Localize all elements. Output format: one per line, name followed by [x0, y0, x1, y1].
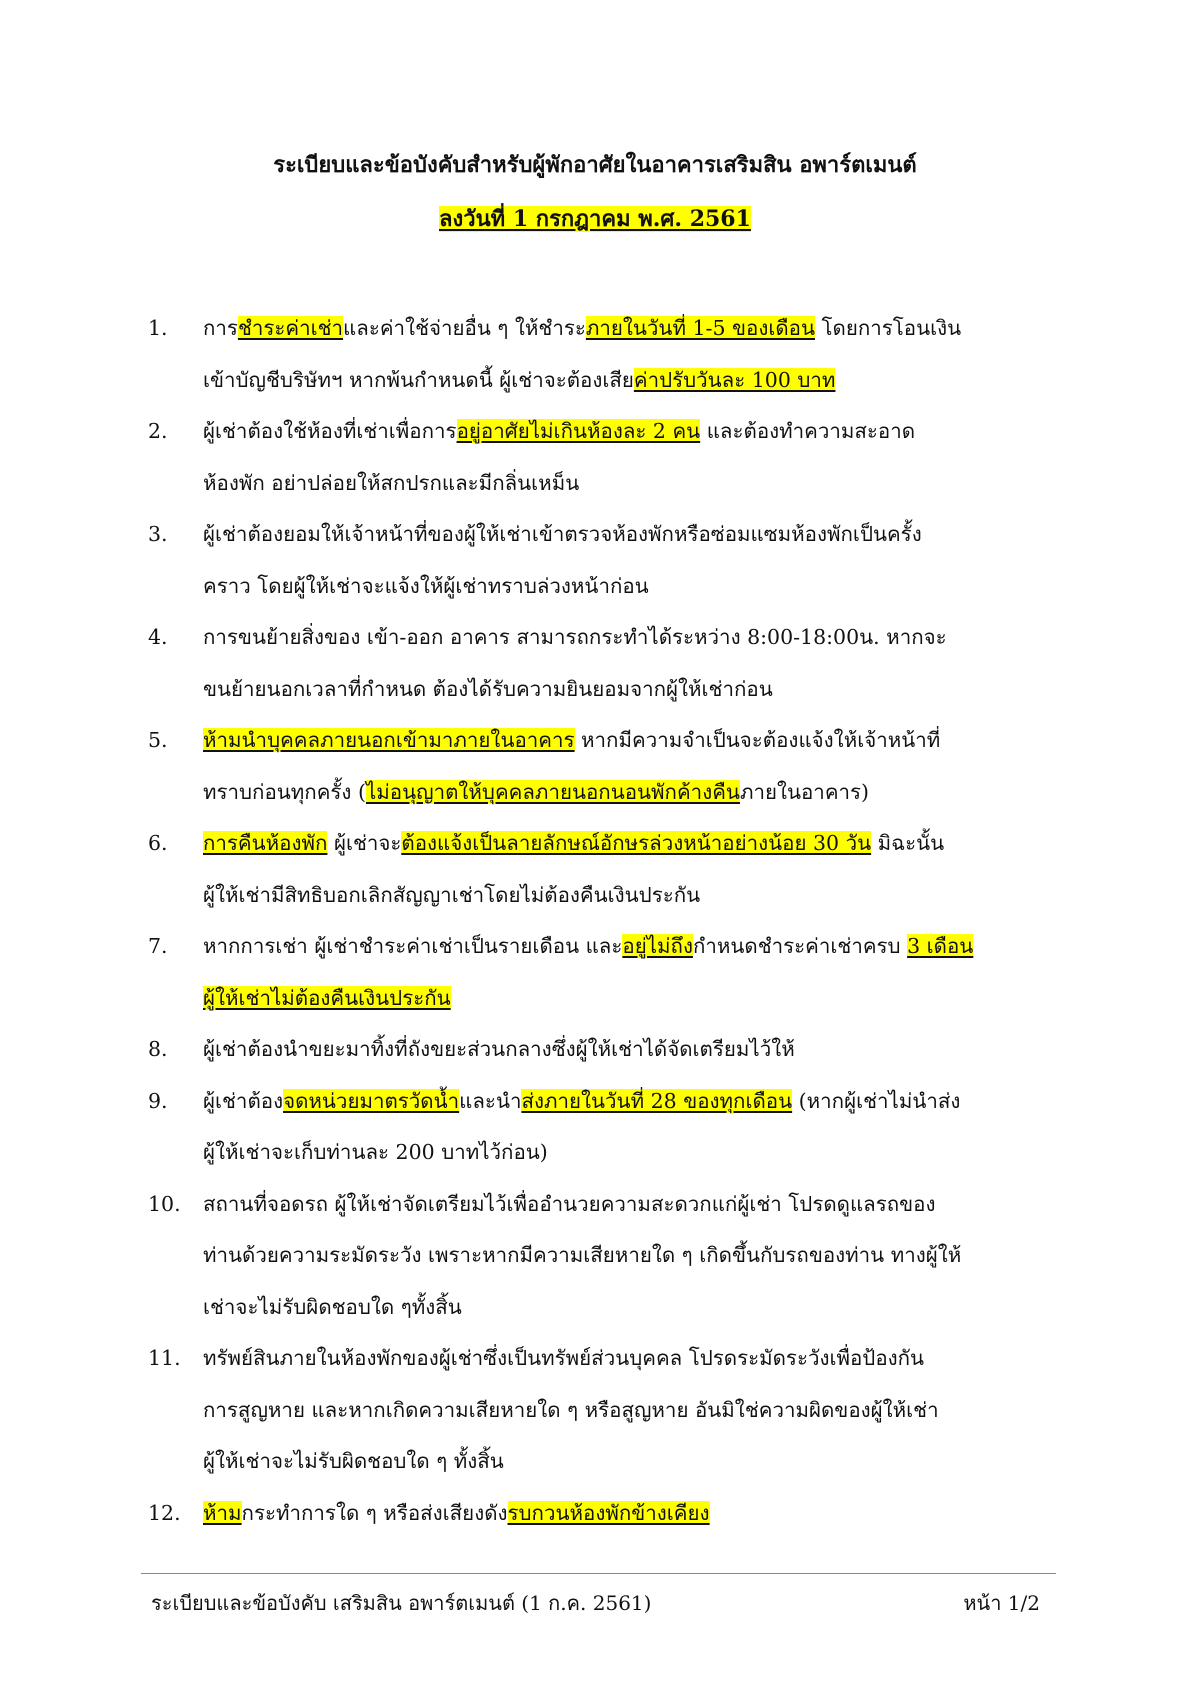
rule-number: 12.	[148, 1500, 181, 1525]
rule-text: ขนย้ายนอกเวลาที่กำหนด ต้องได้รับความยินยอมจากผู้ให้เช่าก่อน	[203, 676, 773, 701]
rule-highlight: อยู่อาศัยไม่เกินห้องละ 2 คน	[456, 419, 701, 443]
rule-highlight: ไม่อนุญาตให้บุคคลภายนอกนอนพักค้างคืน	[365, 779, 740, 804]
rule-text: หากการเช่า ผู้เช่าชำระค่าเช่าเป็นรายเดือน และ	[203, 934, 623, 958]
rule-text: โดยการโอนเงิน	[814, 316, 962, 340]
rule-item-1	[148, 303, 1048, 406]
rule-highlight: ห้าม	[203, 1500, 242, 1525]
rule-text: และต้องทำความสะอาด	[700, 419, 916, 443]
rule-item-7	[148, 921, 1048, 1024]
rule-text: ห้องพัก อย่าปล่อยให้สกปรกและมีกลิ่นเหม็น	[203, 470, 580, 495]
rule-text: กระทำการใด ๆ หรือส่งเสียงดัง	[241, 1500, 508, 1525]
rule-number: 5.	[148, 728, 168, 752]
rule-number: 2.	[148, 419, 168, 443]
rule-item-12	[148, 1488, 1048, 1540]
rule-text: การสูญหาย และหากเกิดความเสียหายใด ๆ หรือสูญหาย อันมิใช่ความผิดของผู้ให้เช่า	[203, 1397, 939, 1422]
rule-highlight: การคืนห้องพัก	[203, 831, 328, 855]
rule-highlight: ภายในวันที่ 1-5 ของเดือน	[585, 316, 815, 340]
rule-text: ผู้ให้เช่ามีสิทธิบอกเลิกสัญญาเช่าโดยไม่ต้องคืนเงินประกัน	[203, 882, 701, 907]
rule-item-8	[148, 1024, 1048, 1076]
rules-list	[148, 303, 1048, 1539]
rule-text: เช่าจะไม่รับผิดชอบใด ๆทั้งสิ้น	[203, 1294, 462, 1319]
rule-text: ผู้เช่าจะ	[327, 831, 402, 855]
rule-text: ผู้เช่าต้องนำขยะมาทิ้งที่ถังขยะส่วนกลางซึ่งผู้ให้เช่าได้จัดเตรียมไว้ให้	[203, 1037, 795, 1061]
rule-text: การ	[203, 316, 238, 340]
rule-text: ผู้เช่าต้องยอมให้เจ้าหน้าที่ของผู้ให้เช่าเข้าตรวจห้องพักหรือซ่อมแซมห้องพักเป็นครั้ง	[203, 522, 922, 546]
rule-text: หากมีความจำเป็นจะต้องแจ้งให้เจ้าหน้าที่	[574, 728, 941, 752]
rule-highlight: ผู้ให้เช่าไม่ต้องคืนเงินประกัน	[203, 985, 451, 1010]
rule-number: 6.	[148, 831, 168, 855]
rule-highlight: ชำระค่าเช่า	[237, 316, 344, 340]
rule-number: 3.	[148, 522, 168, 546]
rule-item-2	[148, 406, 1048, 509]
rule-number: 4.	[148, 625, 168, 649]
rule-text: ท่านด้วยความระมัดระวัง เพราะหากมีความเสียหายใด ๆ เกิดขึ้นกับรถของท่าน ทางผู้ให้	[203, 1243, 962, 1267]
rule-item-11	[148, 1333, 1048, 1488]
rule-text: คราว โดยผู้ให้เช่าจะแจ้งให้ผู้เช่าทราบล่วงหน้าก่อน	[203, 573, 649, 598]
rule-text: ทราบก่อนทุกครั้ง (	[203, 779, 366, 804]
rule-highlight: จดหน่วยมาตรวัดน้ำ	[283, 1088, 460, 1113]
rule-highlight: รบกวนห้องพักข้างเคียง	[507, 1500, 710, 1525]
rule-highlight: 3 เดือน	[907, 934, 974, 958]
rule-item-4	[148, 612, 1048, 715]
rule-text: ผู้เช่าต้องใช้ห้องที่เช่าเพื่อการ	[203, 419, 457, 443]
rule-text: ผู้ให้เช่าจะไม่รับผิดชอบใด ๆ ทั้งสิ้น	[203, 1449, 504, 1473]
rule-text: มิฉะนั้น	[871, 831, 945, 855]
rule-highlight: ห้ามนำบุคคลภายนอกเข้ามาภายในอาคาร	[203, 728, 575, 752]
rule-text: เข้าบัญชีบริษัทฯ หากพ้นกำหนดนี้ ผู้เช่าจะต้องเสีย	[203, 367, 634, 392]
rule-item-10	[148, 1179, 1048, 1334]
document-date-highlight: ลงวันที่ 1 กรกฎาคม พ.ศ. 2561	[439, 206, 751, 232]
document-title: ระเบียบและข้อบังคับสำหรับผู้พักอาศัยในอาคารเสริมสิน อพาร์ตเมนต์	[273, 152, 917, 178]
rule-text: กำหนดชำระค่าเช่าครบ	[692, 934, 908, 958]
rule-text: สถานที่จอดรถ ผู้ให้เช่าจัดเตรียมไว้เพื่ออำนวยความสะดวกแก่ผู้เช่า โปรดดูแลรถของ	[203, 1191, 936, 1216]
rule-item-6	[148, 818, 1048, 921]
rule-text: และนำ	[459, 1088, 522, 1113]
rule-highlight: ต้องแจ้งเป็นลายลักษณ์อักษรล่วงหน้าอย่างน้อย 30 วัน	[401, 831, 872, 855]
rule-item-9	[148, 1076, 1048, 1179]
footer-divider	[141, 1573, 1056, 1574]
document-date	[0, 204, 1190, 234]
rule-number: 9.	[148, 1088, 168, 1113]
rule-number: 7.	[148, 934, 168, 958]
rule-text: ผู้เช่าต้อง	[203, 1088, 284, 1113]
rule-text: ทรัพย์สินภายในห้องพักของผู้เช่าซึ่งเป็นทรัพย์ส่วนบุคคล โปรดระมัดระวังเพื่อป้องกัน	[203, 1346, 925, 1370]
rule-item-3	[148, 509, 1048, 612]
rule-text: ภายในอาคาร)	[739, 779, 870, 804]
rule-number: 11.	[148, 1346, 181, 1370]
rule-text: และค่าใช้จ่ายอื่น ๆ ให้ชำระ	[343, 316, 586, 340]
rule-number: 8.	[148, 1037, 168, 1061]
rule-highlight: อยู่ไม่ถึง	[622, 934, 693, 958]
rule-number: 1.	[148, 316, 168, 340]
rule-text: (หากผู้เช่าไม่นำส่ง	[792, 1088, 961, 1113]
rule-item-5	[148, 715, 1048, 818]
rule-text: ผู้ให้เช่าจะเก็บท่านละ 200 บาทไว้ก่อน)	[203, 1140, 548, 1164]
rule-highlight: ส่งภายในวันที่ 28 ของทุกเดือน	[521, 1088, 793, 1113]
footer-page-number: หน้า 1/2	[963, 1591, 1040, 1615]
footer-document-name: ระเบียบและข้อบังคับ เสริมสิน อพาร์ตเมนต์ (1 ก.ค. 2561)	[151, 1591, 652, 1615]
rule-number: 10.	[148, 1191, 181, 1216]
rule-text: การขนย้ายสิ่งของ เข้า-ออก อาคาร สามารถกระทำได้ระหว่าง 8:00-18:00น. หากจะ	[203, 625, 947, 649]
rule-highlight: ค่าปรับวันละ 100 บาท	[633, 367, 836, 392]
